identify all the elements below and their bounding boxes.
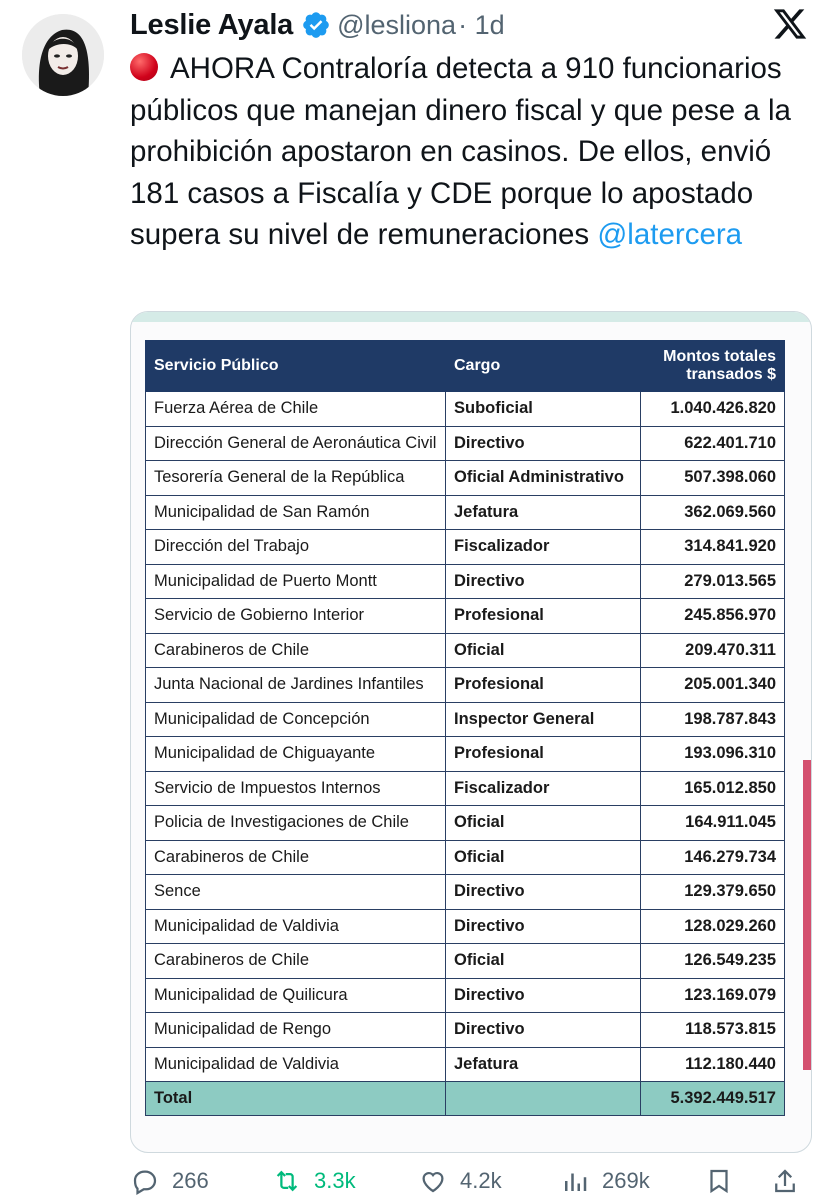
cell-servicio: Dirección General de Aeronáutica Civil xyxy=(146,426,446,461)
avatar-image xyxy=(22,14,104,96)
cell-cargo: Directivo xyxy=(446,909,641,944)
cell-servicio: Carabineros de Chile xyxy=(146,840,446,875)
table-row xyxy=(146,840,785,875)
cell-monto: 314.841.920 xyxy=(641,530,785,565)
cell-cargo: Oficial xyxy=(446,840,641,875)
cell-monto: 622.401.710 xyxy=(641,426,785,461)
cell-cargo: Oficial xyxy=(446,633,641,668)
decorative-shape xyxy=(803,760,812,1070)
retweet-count: 3.3k xyxy=(314,1168,356,1193)
cell-cargo: Inspector General xyxy=(446,702,641,737)
cell-servicio: Dirección del Trabajo xyxy=(146,530,446,565)
total-value: 5.392.449.517 xyxy=(641,1082,785,1116)
bookmark-button[interactable] xyxy=(704,1166,746,1196)
views-count: 269k xyxy=(602,1168,650,1193)
cell-servicio: Carabineros de Chile xyxy=(146,944,446,979)
timestamp[interactable]: · 1d xyxy=(458,9,505,40)
table-row xyxy=(146,1047,785,1082)
mention-link[interactable]: @latercera xyxy=(597,218,743,251)
cell-monto: 118.573.815 xyxy=(641,1013,785,1048)
table-row xyxy=(146,392,785,427)
tweet-text xyxy=(130,48,810,256)
cell-cargo: Directivo xyxy=(446,426,641,461)
cell-monto: 146.279.734 xyxy=(641,840,785,875)
cell-servicio: Tesorería General de la República xyxy=(146,461,446,496)
table-row xyxy=(146,737,785,772)
table-row xyxy=(146,978,785,1013)
red-circle-emoji xyxy=(130,53,158,81)
table-row xyxy=(146,599,785,634)
share-button[interactable] xyxy=(770,1166,812,1196)
cell-servicio: Municipalidad de Valdivia xyxy=(146,909,446,944)
table-row xyxy=(146,771,785,806)
cell-monto: 128.029.260 xyxy=(641,909,785,944)
cell-monto: 126.549.235 xyxy=(641,944,785,979)
cell-cargo: Jefatura xyxy=(446,1047,641,1082)
x-logo-icon[interactable] xyxy=(772,6,808,42)
cell-servicio: Municipalidad de Rengo xyxy=(146,1013,446,1048)
table-row xyxy=(146,875,785,910)
reply-count: 266 xyxy=(172,1168,209,1193)
reply-button[interactable] xyxy=(130,1166,209,1196)
cell-monto: 198.787.843 xyxy=(641,702,785,737)
table-row xyxy=(146,702,785,737)
author-name[interactable]: Leslie Ayala xyxy=(130,8,294,41)
cell-servicio: Servicio de Gobierno Interior xyxy=(146,599,446,634)
cell-servicio: Municipalidad de Concepción xyxy=(146,702,446,737)
cell-cargo: Oficial xyxy=(446,944,641,979)
table-body xyxy=(146,392,785,1116)
tweet-image[interactable] xyxy=(130,311,812,1153)
cell-servicio: Municipalidad de Valdivia xyxy=(146,1047,446,1082)
cell-cargo: Directivo xyxy=(446,978,641,1013)
cell-servicio: Municipalidad de Puerto Montt xyxy=(146,564,446,599)
table-row xyxy=(146,495,785,530)
cell-servicio: Carabineros de Chile xyxy=(146,633,446,668)
cell-cargo: Directivo xyxy=(446,1013,641,1048)
cell-cargo: Directivo xyxy=(446,875,641,910)
cell-cargo: Fiscalizador xyxy=(446,771,641,806)
verified-badge-icon xyxy=(301,10,331,40)
image-top-band xyxy=(131,312,811,322)
cell-monto: 193.096.310 xyxy=(641,737,785,772)
cell-cargo: Oficial xyxy=(446,806,641,841)
cell-servicio: Sence xyxy=(146,875,446,910)
table-row xyxy=(146,668,785,703)
views-button[interactable] xyxy=(560,1166,650,1196)
views-icon xyxy=(560,1166,590,1196)
cell-monto: 245.856.970 xyxy=(641,599,785,634)
author-handle[interactable]: @lesliona xyxy=(337,9,457,40)
avatar[interactable] xyxy=(22,14,104,96)
cell-cargo: Jefatura xyxy=(446,495,641,530)
cell-cargo: Oficial Administrativo xyxy=(446,461,641,496)
cell-monto: 123.169.079 xyxy=(641,978,785,1013)
cell-cargo: Profesional xyxy=(446,737,641,772)
cell-servicio: Junta Nacional de Jardines Infantiles xyxy=(146,668,446,703)
cell-servicio: Municipalidad de San Ramón xyxy=(146,495,446,530)
table-row xyxy=(146,530,785,565)
retweet-button[interactable] xyxy=(272,1166,356,1196)
cell-monto: 209.470.311 xyxy=(641,633,785,668)
cell-servicio: Policia de Investigaciones de Chile xyxy=(146,806,446,841)
table-row xyxy=(146,944,785,979)
cell-cargo: Profesional xyxy=(446,668,641,703)
header-monto: Montos totales transados $ xyxy=(641,341,785,392)
like-icon xyxy=(418,1166,448,1196)
cell-monto: 164.911.045 xyxy=(641,806,785,841)
cell-cargo: Suboficial xyxy=(446,392,641,427)
table-row xyxy=(146,426,785,461)
table-row xyxy=(146,461,785,496)
share-icon xyxy=(770,1166,800,1196)
like-count: 4.2k xyxy=(460,1168,502,1193)
total-row xyxy=(146,1082,785,1116)
tweet-header xyxy=(130,8,505,42)
cell-cargo: Fiscalizador xyxy=(446,530,641,565)
data-table xyxy=(145,340,785,1116)
cell-monto: 205.001.340 xyxy=(641,668,785,703)
tweet-body: AHORA Contraloría detecta a 910 funcionarios públicos que manejan dinero fiscal y que pese a la prohibición apostaron en casinos. De ellos, envió 181 casos a Fiscalía y CDE porque lo apostado supera su nivel de remuneraciones xyxy=(130,52,791,251)
table-row xyxy=(146,909,785,944)
cell-monto: 507.398.060 xyxy=(641,461,785,496)
cell-monto: 165.012.850 xyxy=(641,771,785,806)
total-label: Total xyxy=(146,1082,446,1116)
cell-cargo: Profesional xyxy=(446,599,641,634)
table-row xyxy=(146,564,785,599)
table-row xyxy=(146,1013,785,1048)
retweet-icon xyxy=(272,1166,302,1196)
cell-monto: 112.180.440 xyxy=(641,1047,785,1082)
bookmark-icon xyxy=(704,1166,734,1196)
cell-monto: 1.040.426.820 xyxy=(641,392,785,427)
cell-cargo: Directivo xyxy=(446,564,641,599)
like-button[interactable] xyxy=(418,1166,502,1196)
cell-monto: 129.379.650 xyxy=(641,875,785,910)
total-empty-cell xyxy=(446,1082,641,1116)
reply-icon xyxy=(130,1166,160,1196)
cell-servicio: Servicio de Impuestos Internos xyxy=(146,771,446,806)
table-row xyxy=(146,806,785,841)
cell-servicio: Fuerza Aérea de Chile xyxy=(146,392,446,427)
table-row xyxy=(146,633,785,668)
cell-servicio: Municipalidad de Quilicura xyxy=(146,978,446,1013)
header-cargo: Cargo xyxy=(446,341,641,392)
action-bar xyxy=(130,1166,820,1196)
cell-servicio: Municipalidad de Chiguayante xyxy=(146,737,446,772)
header-servicio: Servicio Público xyxy=(146,341,446,392)
table-header-row xyxy=(146,341,785,392)
cell-monto: 279.013.565 xyxy=(641,564,785,599)
cell-monto: 362.069.560 xyxy=(641,495,785,530)
